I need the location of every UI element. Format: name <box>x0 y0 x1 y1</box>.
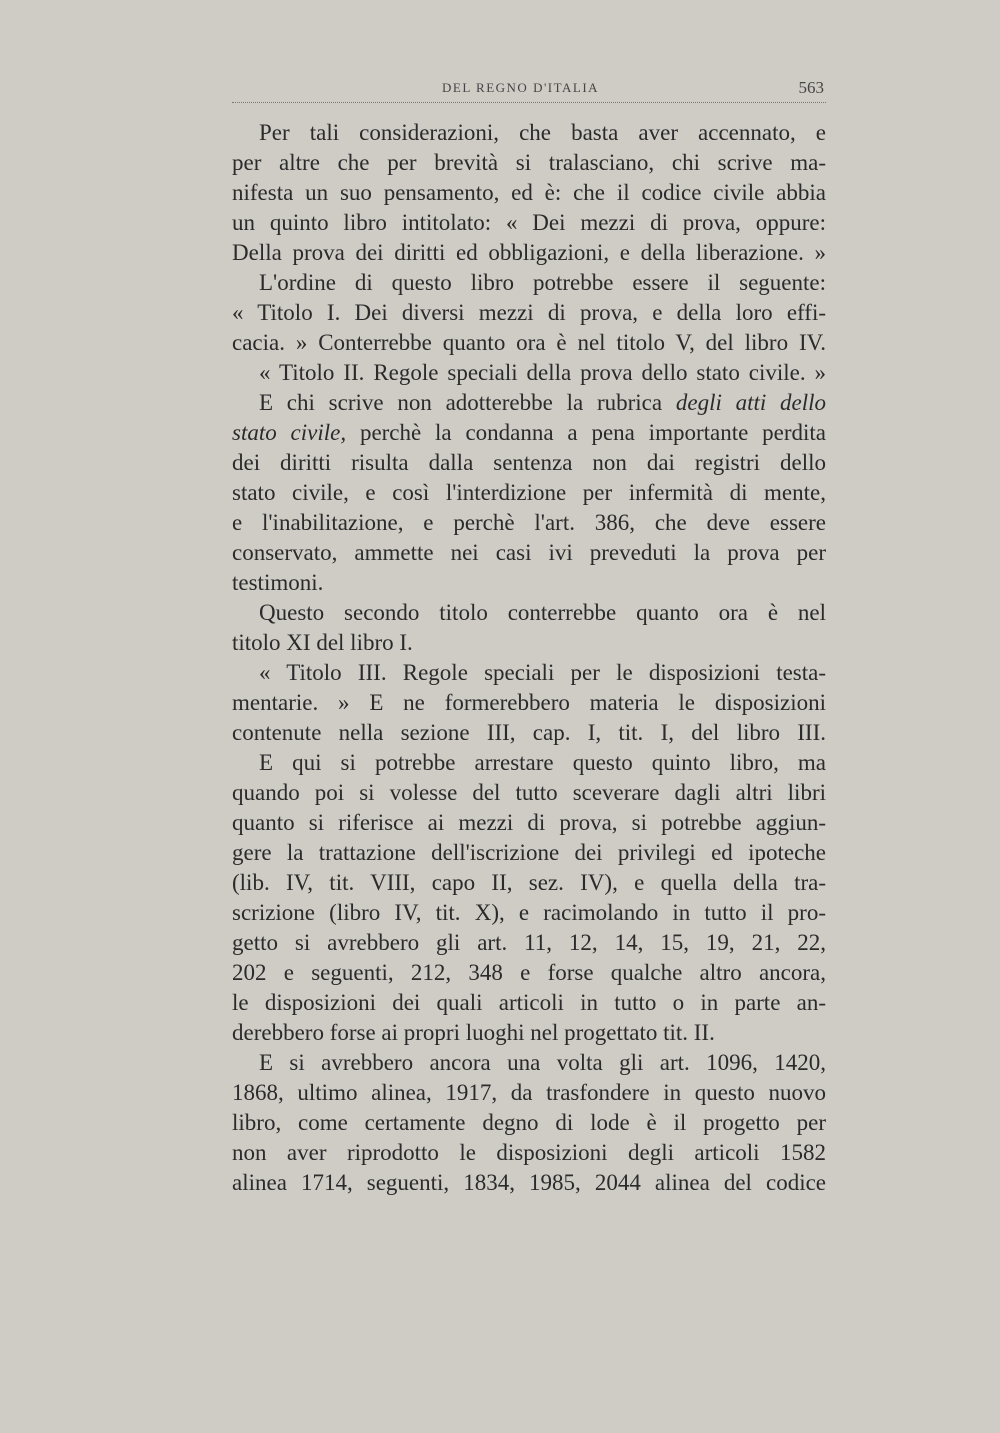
text-line: libro, come certamente degno di lode è il progetto per <box>232 1110 826 1135</box>
text-line: contenute nella sezione III, cap. I, tit. I, del libro III. <box>232 720 826 745</box>
text-line: titolo XI del libro I. <box>232 630 413 655</box>
text-line: E qui si potrebbe arrestare questo quinto libro, ma <box>259 750 826 775</box>
page-number: 563 <box>798 78 824 97</box>
text-line: cacia. » Conterrebbe quanto ora è nel titolo V, del libro IV. <box>232 330 826 355</box>
text-line: « Titolo II. Regole speciali della prova dello stato civile. » <box>259 360 826 385</box>
text-line: quando poi si volesse del tutto sceverare dagli altri libri <box>232 780 826 805</box>
text-line: L'ordine di questo libro potrebbe essere il seguente: <box>259 270 826 295</box>
text-line: nifesta un suo pensamento, ed è: che il codice civile abbia <box>232 180 826 205</box>
text-line: testimoni. <box>232 570 324 595</box>
text-line: E si avrebbero ancora una volta gli art. 1096, 1420, <box>259 1050 826 1075</box>
text-line: getto si avrebbero gli art. 11, 12, 14, 15, 19, 21, 22, <box>232 930 826 955</box>
text-line: gere la trattazione dell'iscrizione dei privilegi ed ipoteche <box>232 840 826 865</box>
text-segment: perchè la condanna a pena importante perdita <box>359 420 826 445</box>
text-line: e l'inabilitazione, e perchè l'art. 386, che deve essere <box>232 510 826 535</box>
text-line: non aver riprodotto le disposizioni degli articoli 1582 <box>232 1140 826 1165</box>
text-line: (lib. IV, tit. VIII, capo II, sez. IV), e quella della tra- <box>232 870 826 895</box>
text-segment: E chi scrive non adotterebbe la rubrica <box>259 390 663 415</box>
text-line <box>232 388 826 418</box>
text-line: conservato, ammette nei casi ivi preveduti la prova per <box>232 540 826 565</box>
text-line: Per tali considerazioni, che basta aver accennato, e <box>259 120 826 145</box>
text-line: Della prova dei diritti ed obbligazioni, e della liberazione. » <box>232 240 826 265</box>
running-title: DEL REGNO D'ITALIA <box>442 80 600 95</box>
text-line: 202 e seguenti, 212, 348 e forse qualche altro ancora, <box>232 960 826 985</box>
text-line: alinea 1714, seguenti, 1834, 1985, 2044 alinea del codice <box>232 1170 826 1195</box>
text-line: un quinto libro intitolato: « Dei mezzi di prova, oppure: <box>232 210 826 235</box>
text-line: derebbero forse ai propri luoghi nel progettato tit. II. <box>232 1020 715 1045</box>
text-line: scrizione (libro IV, tit. X), e racimolando in tutto il pro- <box>232 900 826 925</box>
text-line: stato civile, e così l'interdizione per infermità di mente, <box>232 480 826 505</box>
text-line: « Titolo I. Dei diversi mezzi di prova, e della loro effi- <box>232 300 826 325</box>
text-line: Questo secondo titolo conterrebbe quanto ora è nel <box>259 600 826 625</box>
text-line: le disposizioni dei quali articoli in tutto o in parte an- <box>232 990 826 1015</box>
text-line: « Titolo III. Regole speciali per le disposizioni testa- <box>259 660 826 685</box>
text-line: 1868, ultimo alinea, 1917, da trasfondere in questo nuovo <box>232 1080 826 1105</box>
text-line: mentarie. » E ne formerebbero materia le disposizioni <box>232 690 826 715</box>
page-header <box>232 78 826 103</box>
text-line <box>232 418 826 448</box>
text-line: quanto si riferisce ai mezzi di prova, si potrebbe aggiun- <box>232 810 826 835</box>
italic-segment: stato civile, <box>232 420 347 445</box>
text-line: per altre che per brevità si tralasciano, chi scrive ma- <box>232 150 826 175</box>
italic-segment: degli atti dello <box>675 390 827 415</box>
text-line: dei diritti risulta dalla sentenza non dai registri dello <box>232 450 826 475</box>
